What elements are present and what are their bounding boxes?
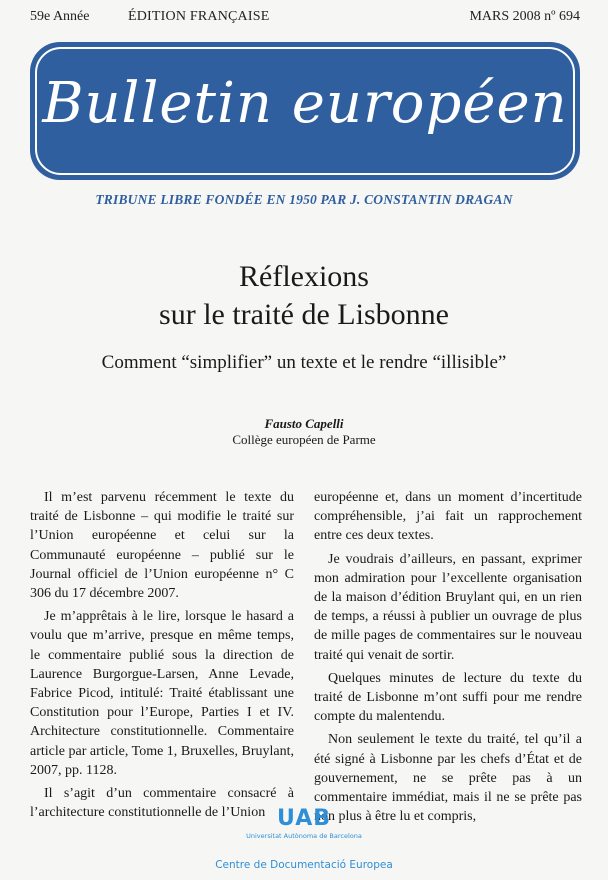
- edition-year: 59e Année: [30, 9, 90, 24]
- tagline: TRIBUNE LIBRE FONDÉE EN 1950 PAR J. CONSTANTIN DRAGAN: [95, 192, 513, 207]
- article-title-line2: sur le traité de Lisbonne: [159, 298, 449, 331]
- masthead-frame: [35, 47, 575, 175]
- edition-label: ÉDITION FRANÇAISE: [128, 9, 270, 24]
- paragraph: Il s’agit d’un commentaire consacré à l’architecture constitutionnelle de l’Union: [30, 786, 294, 821]
- masthead-title: Bulletin européen: [42, 71, 568, 136]
- paragraph: Non seulement le texte du traité, tel qu’il a été signé à Lisbonne par les chefs d’État et de gouvernement, ne se prête pas à un commentaire immédiat, mais il ne se prête pas non plus à être lu et compris,: [314, 732, 582, 825]
- uab-university-name: Universitat Autònoma de Barcelona: [246, 832, 362, 840]
- article-column-left: [30, 488, 294, 826]
- uab-logo-mark: UAB: [277, 806, 331, 831]
- article-subtitle: Comment “simplifier” un texte et le rendre “illisible”: [101, 352, 507, 373]
- paragraph: Je m’apprêtais à le lire, lorsque le hasard a voulu que m’arrive, presque en même temps, le commentaire publié sous la direction de Laurence Burgorgue-Larsen, Anne Levade, Fabrice Picod, intitulé: Traité établissant une Constitution pour l’Europe, Parties I et IV. Architecture constitutionnelle. Commentaire article par article, Tome 1, Bruxelles, Bruylant, 2007, pp. 1128.: [30, 609, 294, 778]
- issue-number: MARS 2008 nº 694: [469, 9, 580, 24]
- author-affiliation: Collège européen de Parme: [232, 432, 376, 447]
- paragraph: européenne et, dans un moment d’incertitude compréhensible, j’ai fait un rapprochement entre ces deux textes.: [314, 490, 582, 544]
- header-line: [30, 9, 580, 27]
- article-title: [0, 258, 608, 334]
- masthead-banner: [30, 42, 580, 180]
- paragraph: Je voudrais d’ailleurs, en passant, exprimer mon admiration pour l’excellente organisation de la maison d’édition Bruylant qui, en un rien de temps, a réussi à publier un ouvrage de plus de mille pages de commentaires sur le nouveau traité qui venait de sortir.: [314, 551, 582, 663]
- uab-logo: [0, 806, 608, 840]
- article-column-right: [314, 488, 582, 830]
- author-name: Fausto Capelli: [264, 416, 344, 431]
- documentation-centre: Centre de Documentació Europea: [215, 859, 393, 871]
- article-title-line1: Réflexions: [239, 260, 369, 293]
- paragraph: Quelques minutes de lecture du texte du traité de Lisbonne m’ont suffi pour me rendre compte du malentendu.: [314, 670, 582, 725]
- paragraph: Il m’est parvenu récemment le texte du traité de Lisbonne – qui modifie le traité sur l’Union européenne et celui sur la Communauté européenne – publié sur le Journal officiel de l’Union européenne n° C 306 du 17 décembre 2007.: [30, 490, 294, 602]
